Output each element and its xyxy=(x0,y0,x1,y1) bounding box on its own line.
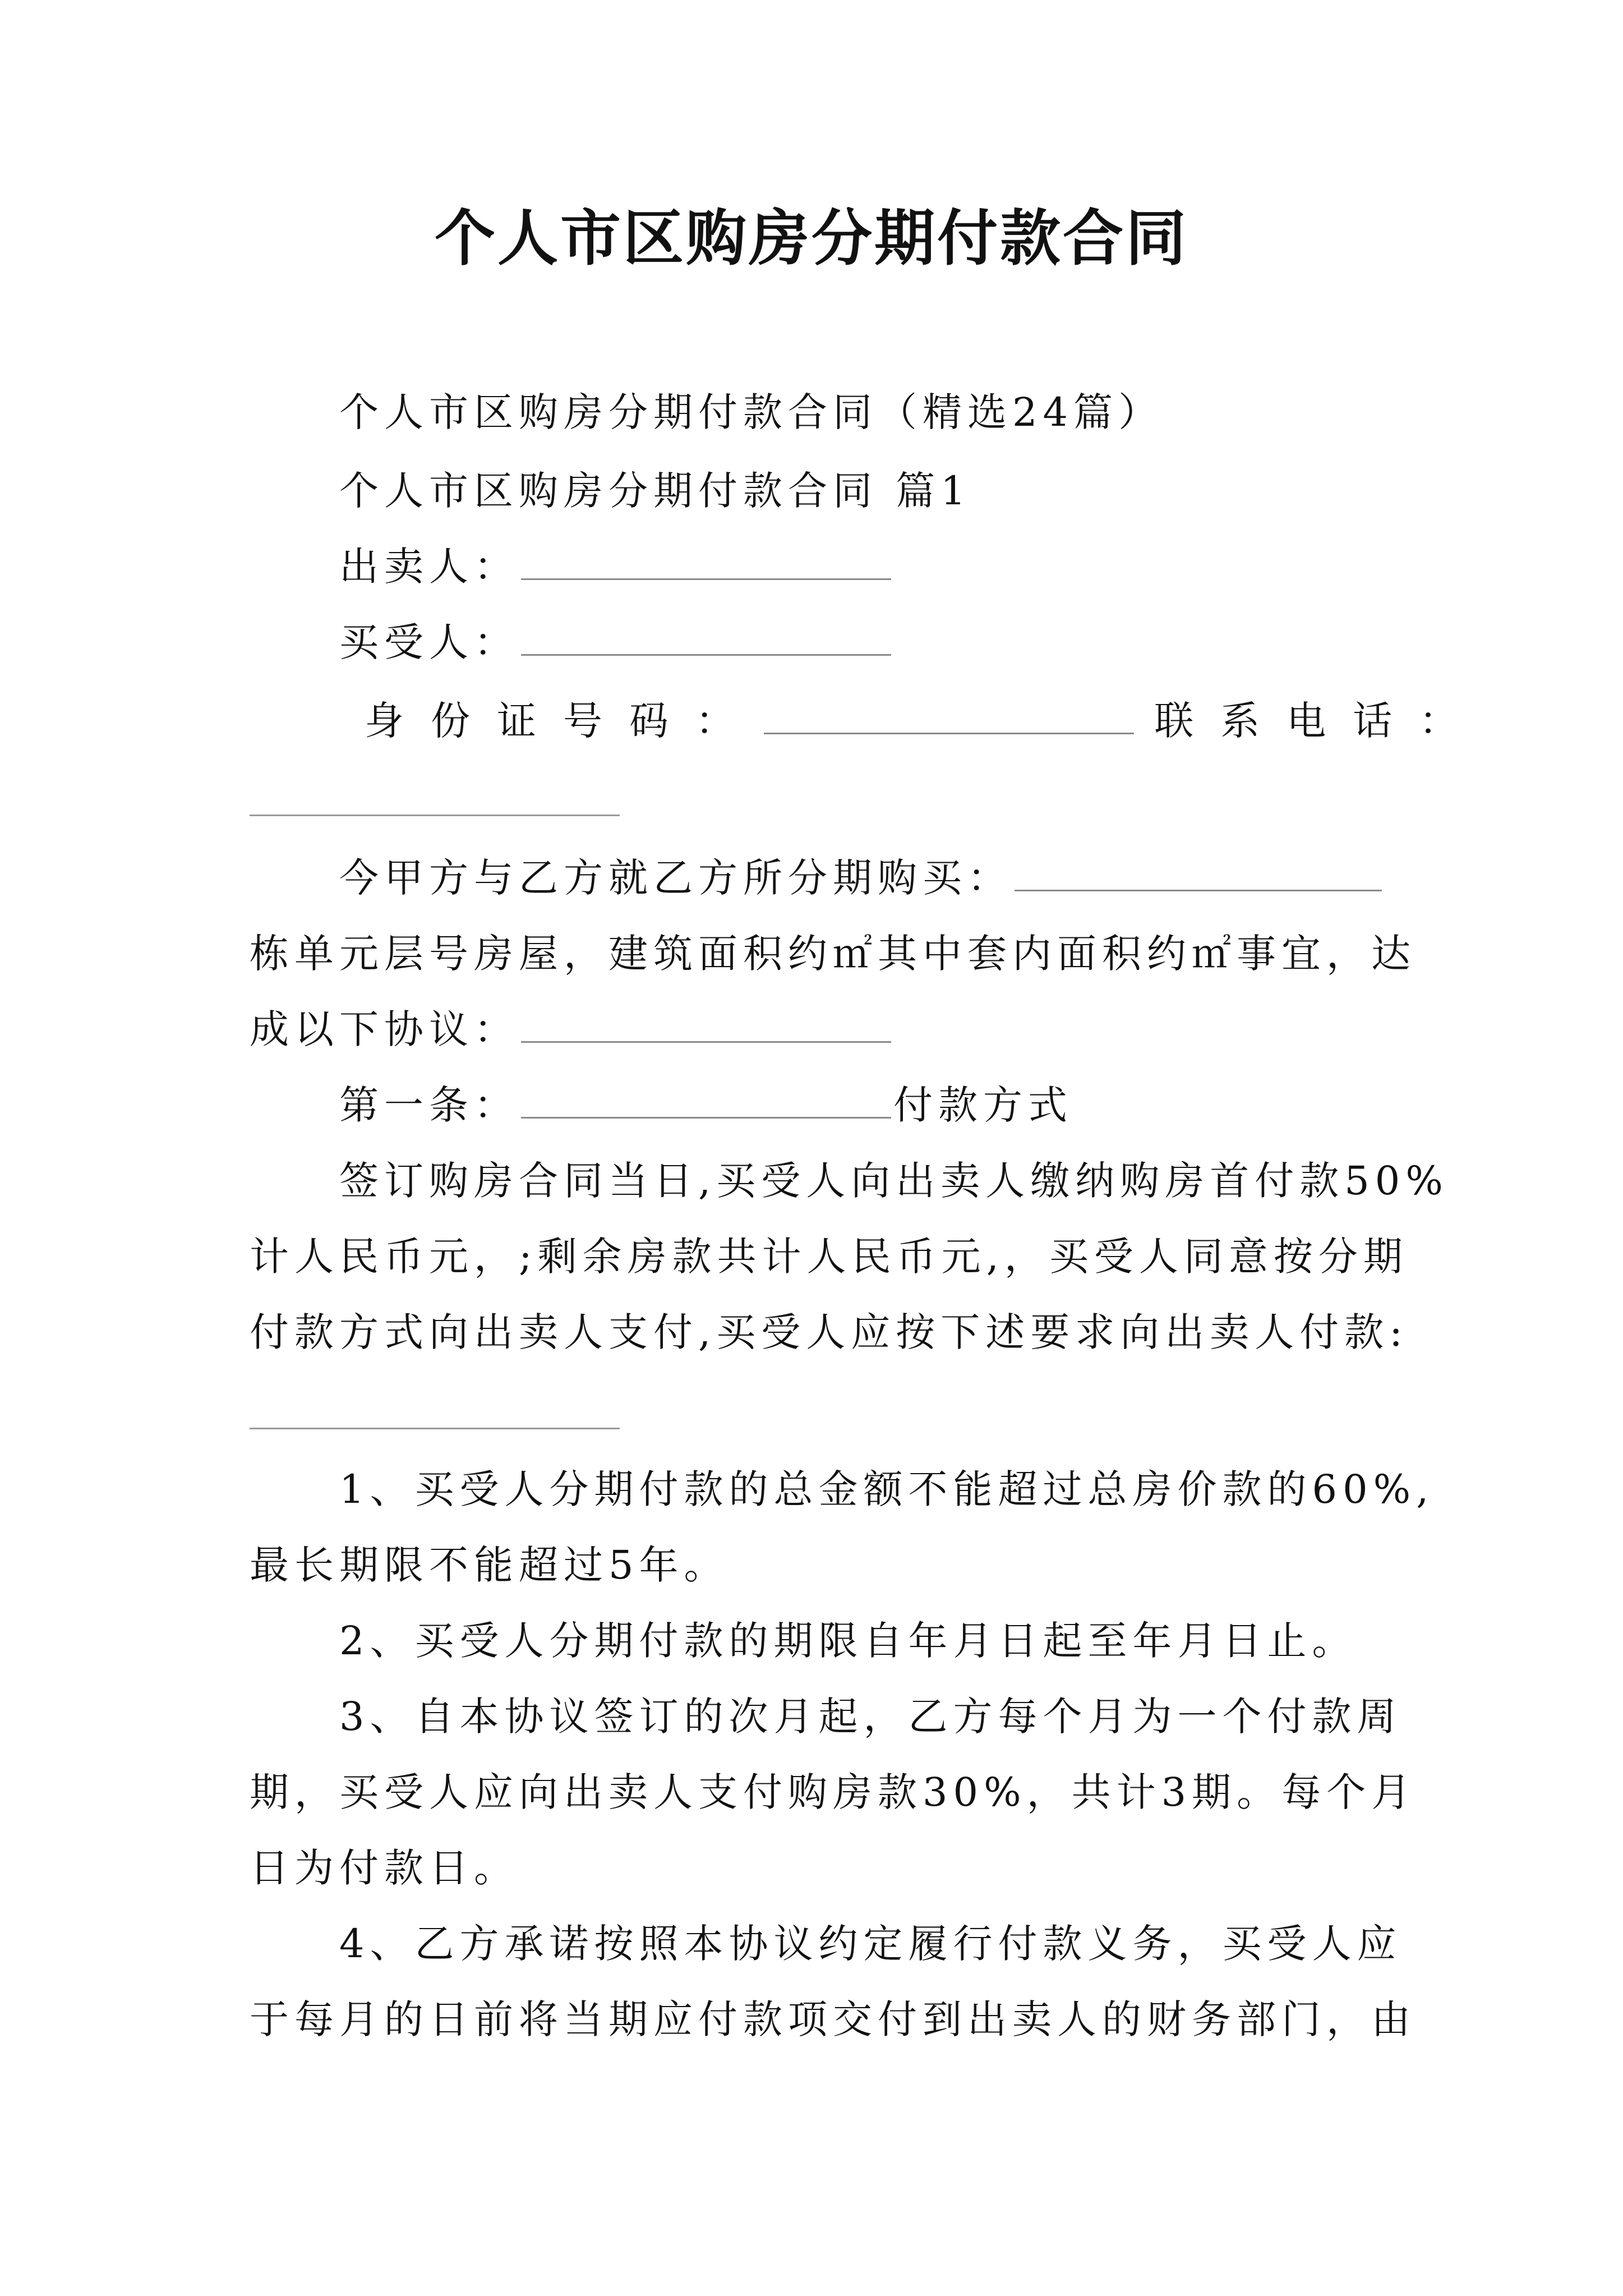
para1-text: 今甲方与乙方就乙方所分期购买： xyxy=(339,855,1012,901)
para1-line3 xyxy=(250,1004,1388,1055)
article1-tail: 付款方式 xyxy=(893,1082,1073,1128)
item4-line2: 于每月的日前将当期应付款项交付到出卖人的财务部门，由 xyxy=(250,1996,1416,2042)
para1-line1 xyxy=(339,853,1388,903)
para1-line3-text: 成以下协议： xyxy=(250,1006,519,1052)
id-label: 身份证号码： xyxy=(365,698,762,744)
payment-blank xyxy=(250,1428,620,1429)
seller-row xyxy=(339,541,1388,592)
article1-label: 第一条： xyxy=(339,1082,519,1128)
buyer-row xyxy=(339,617,1388,668)
buyer-blank xyxy=(521,652,891,656)
para2-line3: 付款方式向出卖人支付,买受人应按下述要求向出卖人付款: xyxy=(250,1309,1408,1355)
seller-blank xyxy=(521,576,891,580)
id-blank xyxy=(764,730,1134,734)
para1-line2: 栋单元层号房屋，建筑面积约㎡其中套内面积约㎡事宜，达 xyxy=(250,931,1416,977)
document-subtitle: 个人市区购房分期付款合同（精选24篇） xyxy=(339,389,1164,435)
item1-line2: 最长期限不能超过5年。 xyxy=(250,1542,729,1588)
document-title: 个人市区购房分期付款合同 xyxy=(434,203,1188,274)
para2-line2: 计人民币元，;剩余房款共计人民币元,，买受人同意按分期 xyxy=(250,1234,1408,1280)
agreement-blank xyxy=(521,1039,891,1043)
para2-line1: 签订购房合同当日,买受人向出卖人缴纳购房首付款50% xyxy=(339,1158,1449,1204)
item3-line3: 日为付款日。 xyxy=(250,1845,519,1891)
item4-line1: 4、乙方承诺按照本协议约定履行付款义务，买受人应 xyxy=(339,1921,1402,1967)
article1-blank xyxy=(521,1115,891,1119)
section-heading: 个人市区购房分期付款合同 篇1 xyxy=(339,468,971,514)
seller-label: 出卖人： xyxy=(339,544,519,590)
para1-blank xyxy=(1015,887,1382,891)
buyer-label: 买受人： xyxy=(339,619,519,665)
item1-line1: 1、买受人分期付款的总金额不能超过总房价款的60%, xyxy=(339,1466,1435,1512)
phone-label: 联系电话： xyxy=(1154,698,1486,744)
id-phone-row xyxy=(365,696,1503,746)
item3-line2: 期，买受人应向出卖人支付购房款30%，共计3期。每个月 xyxy=(250,1769,1417,1815)
phone-blank xyxy=(250,815,620,816)
item2-line1: 2、买受人分期付款的期限自年月日起至年月日止。 xyxy=(339,1618,1357,1664)
item3-line1: 3、自本协议签订的次月起，乙方每个月为一个付款周 xyxy=(339,1694,1402,1740)
article1-row xyxy=(339,1080,1388,1130)
